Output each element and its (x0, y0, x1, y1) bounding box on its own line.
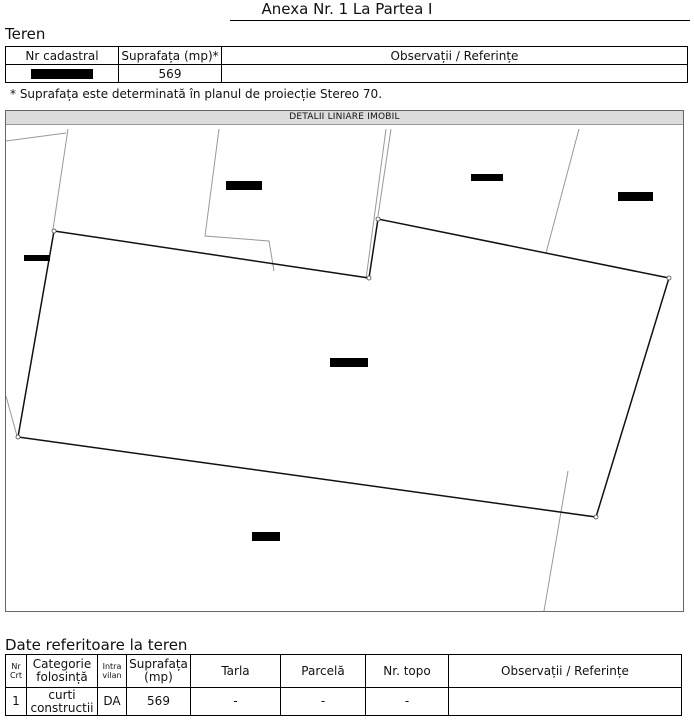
col-suprafata: Suprafața (mp) (127, 655, 191, 688)
redacted-map-labels (24, 174, 653, 541)
parcel-vertices (16, 217, 671, 519)
parcel-map (5, 110, 684, 612)
cell-suprafata: 569 (119, 65, 222, 83)
cell-intravilan: DA (98, 688, 127, 716)
section-title-referitoare: Date referitoare la teren (5, 636, 188, 654)
parcel-drawing (6, 111, 683, 611)
col-nr-crt: Nr Crt (6, 655, 27, 688)
cell-categorie: curti constructii (27, 688, 98, 716)
cell-observatii (449, 688, 682, 716)
parcel-outline (18, 219, 669, 517)
col-observatii: Observații / Referințe (449, 655, 682, 688)
col-observatii: Observații / Referințe (222, 47, 688, 65)
document-title: Anexa Nr. 1 La Partea I (261, 0, 433, 18)
referitoare-table-header (6, 655, 682, 688)
teren-table (5, 46, 688, 83)
cell-tarla: - (191, 688, 281, 716)
col-nr-cadastral: Nr cadastral (6, 47, 119, 65)
cell-nr-cadastral (6, 65, 119, 83)
cell-suprafata: 569 (127, 688, 191, 716)
cell-parcela: - (281, 688, 366, 716)
teren-table-header (6, 47, 688, 65)
header-rule (230, 20, 690, 21)
map-title-bar: DETALII LINIARE IMOBIL (6, 111, 683, 125)
col-suprafata: Suprafața (mp)* (119, 47, 222, 65)
cell-observatii (222, 65, 688, 83)
cell-nr-crt: 1 (6, 688, 27, 716)
table-row (6, 65, 688, 83)
col-categorie: Categorie folosință (27, 655, 98, 688)
col-tarla: Tarla (191, 655, 281, 688)
table-row (6, 688, 682, 716)
col-nr-topo: Nr. topo (366, 655, 449, 688)
col-parcela: Parcelă (281, 655, 366, 688)
section-title-teren: Teren (5, 25, 46, 43)
cell-nr-topo: - (366, 688, 449, 716)
referitoare-table (5, 654, 682, 716)
neighbour-boundaries (6, 129, 579, 611)
col-intravilan: Intra vilan (98, 655, 127, 688)
projection-note: * Suprafața este determinată în planul de proiecție Stereo 70. (10, 87, 383, 101)
redacted-cadastral-number (31, 69, 93, 79)
